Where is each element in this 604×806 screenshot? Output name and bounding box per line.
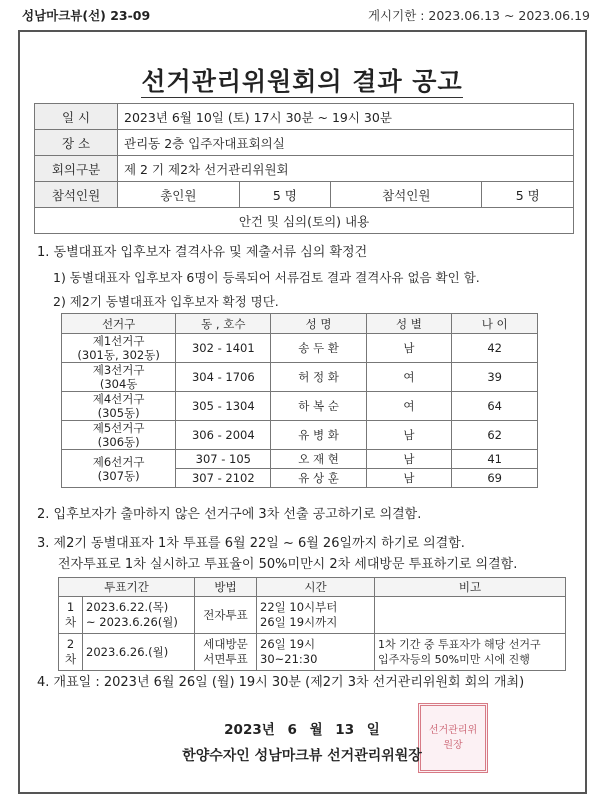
signer-name: 한양수자인 성남마크뷰 선거관리위원장 (182, 748, 422, 764)
place-value: 관리동 2층 입주자대표회의실 (118, 130, 574, 156)
unit-cell: 304 - 1706 (176, 363, 271, 392)
total-members-value: 5 명 (239, 182, 330, 208)
name-cell: 허 정 화 (271, 363, 366, 392)
district-cell: 제4선거구 (305동) (62, 392, 176, 421)
total-members-label: 총인원 (118, 182, 240, 208)
time-cell: 26일 19시30~21:30 (257, 634, 375, 671)
unit-cell: 307 - 2102 (176, 469, 271, 488)
table-row (62, 421, 538, 450)
column-header: 동 , 호수 (176, 314, 271, 334)
section-3-line-2: 전자투표로 1차 실시하고 투표율이 50%미만시 2차 세대방문 투표하기로 의결함. (58, 557, 518, 572)
table-row (59, 597, 566, 634)
present-members-value: 5 명 (482, 182, 574, 208)
column-header: 선거구 (62, 314, 176, 334)
name-cell: 하 복 순 (271, 392, 366, 421)
section-1-line-1: 1) 동별대표자 입후보자 6명이 등록되어 서류검토 결과 결격사유 없음 확인 함. (53, 270, 480, 285)
meeting-type-value: 제 2 기 제2차 선거관리위원회 (118, 156, 574, 182)
section-3-line-1: 3. 제2기 동별대표자 1차 투표를 6월 22일 ~ 6월 26일까지 하기로 의결함. (37, 536, 465, 551)
age-cell: 42 (452, 334, 538, 363)
district-cell: 제1선거구 (301동, 302동) (62, 334, 176, 363)
meeting-info-table (34, 103, 574, 234)
unit-cell: 305 - 1304 (176, 392, 271, 421)
voting-table-body (59, 597, 566, 671)
column-header: 시간 (257, 578, 375, 597)
period-cell: 2023.6.26.(월) (83, 634, 195, 671)
column-header: 나 이 (452, 314, 538, 334)
present-members-label: 참석인원 (331, 182, 482, 208)
age-cell: 64 (452, 392, 538, 421)
column-header: 투표기간 (59, 578, 195, 597)
district-cell: 제3선거구 (304동 (62, 363, 176, 392)
gender-cell: 남 (366, 334, 452, 363)
method-cell: 전자투표 (195, 597, 257, 634)
posting-period: 게시기한 : 2023.06.13 ~ 2023.06.19 (367, 8, 590, 23)
district-cell: 제5선거구 (306동) (62, 421, 176, 450)
meeting-type-label: 회의구분 (35, 156, 118, 182)
gender-cell: 여 (366, 392, 452, 421)
column-header: 비고 (375, 578, 566, 597)
name-cell: 송 두 환 (271, 334, 366, 363)
table-row (62, 363, 538, 392)
round-cell: 2차 (59, 634, 83, 671)
note-cell: 1차 기간 중 투표자가 해당 선거구 입주자등의 50%미만 시에 진행 (375, 634, 566, 671)
section-1-line-2: 2) 제2기 동별대표자 입후보자 확정 명단. (53, 294, 279, 309)
unit-cell: 306 - 2004 (176, 421, 271, 450)
section-4-text: 4. 개표일 : 2023년 6월 26일 (월) 19시 30분 (제2기 3차 선거관리위원회 회의 개최) (37, 675, 525, 690)
document-number: 성남마크뷰(선) 23-09 (22, 8, 151, 23)
column-header: 방법 (195, 578, 257, 597)
column-header: 성 명 (271, 314, 366, 334)
table-row (62, 450, 538, 469)
section-1-title: 1. 동별대표자 입후보자 결격사유 및 제출서류 심의 확정건 (37, 245, 368, 260)
table-row (59, 634, 566, 671)
place-label: 장 소 (35, 130, 118, 156)
table-row (62, 392, 538, 421)
attendance-label: 참석인원 (35, 182, 118, 208)
name-cell: 유 병 화 (271, 421, 366, 450)
page-title (0, 62, 604, 98)
age-cell: 39 (452, 363, 538, 392)
unit-cell: 307 - 105 (176, 450, 271, 469)
period-cell: 2023.6.22.(목) ~ 2023.6.26(월) (83, 597, 195, 634)
time-cell: 22일 10시부터 26일 19시까지 (257, 597, 375, 634)
column-header: 성 별 (366, 314, 452, 334)
round-cell: 1차 (59, 597, 83, 634)
unit-cell: 302 - 1401 (176, 334, 271, 363)
table-row (62, 334, 538, 363)
announcement-date: 2023년 6 월 13 일 (224, 722, 380, 738)
note-cell (375, 597, 566, 634)
date-label: 일 시 (35, 104, 118, 130)
voting-table-header (59, 578, 566, 597)
age-cell: 62 (452, 421, 538, 450)
voting-schedule-table (58, 577, 566, 671)
title-text: 선거관리위원회의 결과 공고 (141, 67, 463, 96)
age-cell: 69 (452, 469, 538, 488)
seal-text: 선거관리위원장 (428, 725, 478, 751)
district-cell: 제6선거구 (307동) (62, 450, 176, 488)
gender-cell: 남 (366, 421, 452, 450)
candidate-table (61, 313, 538, 488)
age-cell: 41 (452, 450, 538, 469)
agenda-label: 안건 및 심의(토의) 내용 (35, 208, 574, 234)
candidate-table-header (62, 314, 538, 334)
gender-cell: 여 (366, 363, 452, 392)
section-2-text: 2. 입후보자가 출마하지 않은 선거구에 3차 선출 공고하기로 의결함. (37, 507, 422, 522)
candidate-table-body (62, 334, 538, 488)
name-cell: 유 상 훈 (271, 469, 366, 488)
gender-cell: 남 (366, 450, 452, 469)
method-cell: 세대방문 서면투표 (195, 634, 257, 671)
name-cell: 오 재 현 (271, 450, 366, 469)
gender-cell: 남 (366, 469, 452, 488)
date-value: 2023년 6월 10일 (토) 17시 30분 ~ 19시 30분 (118, 104, 574, 130)
